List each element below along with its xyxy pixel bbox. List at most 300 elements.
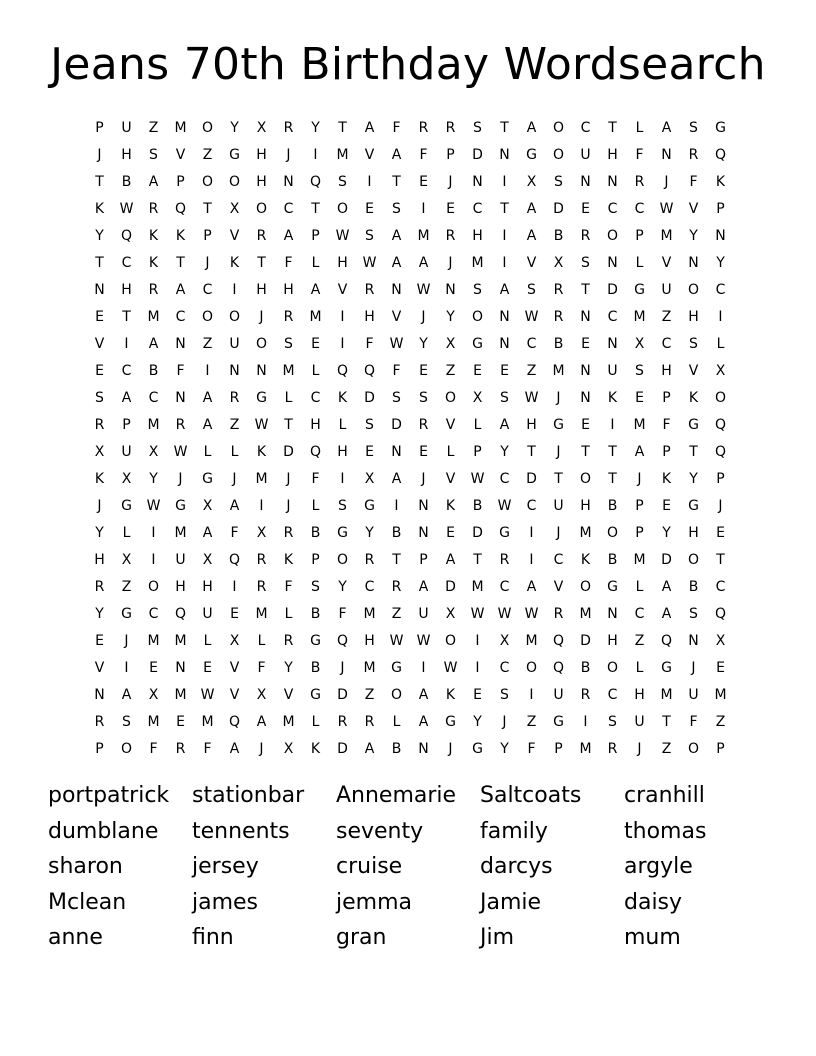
grid-cell: W <box>362 254 377 271</box>
grid-cell: L <box>311 362 320 379</box>
grid-cell: E <box>365 443 374 460</box>
grid-cell: P <box>635 497 644 514</box>
grid-cell: J <box>718 497 723 514</box>
word-list-item: portpatrick <box>48 783 170 808</box>
grid-cell: J <box>448 173 453 190</box>
grid-cell: E <box>500 362 509 379</box>
grid-cell: B <box>310 605 321 622</box>
grid-cell: E <box>662 497 671 514</box>
grid-cell: C <box>526 497 537 514</box>
grid-cell: S <box>122 713 131 730</box>
grid-cell: O <box>525 659 538 676</box>
grid-row <box>86 222 734 249</box>
grid-cell: U <box>553 686 564 703</box>
grid-cell: J <box>637 740 642 757</box>
grid-cell: M <box>660 227 673 244</box>
grid-cell: H <box>121 281 132 298</box>
grid-cell: X <box>715 632 726 649</box>
grid-cell: H <box>661 362 672 379</box>
grid-cell: O <box>606 659 619 676</box>
grid-cell: C <box>148 389 159 406</box>
grid-cell: J <box>421 308 426 325</box>
grid-cell: F <box>392 362 401 379</box>
grid-cell: R <box>391 578 402 595</box>
grid-row <box>86 573 734 600</box>
grid-cell: C <box>634 605 645 622</box>
grid-cell: P <box>716 200 725 217</box>
grid-cell: M <box>363 659 376 676</box>
grid-cell: E <box>581 416 590 433</box>
grid-cell: A <box>661 605 672 622</box>
grid-cell: G <box>688 416 699 433</box>
grid-cell: W <box>470 470 485 487</box>
grid-cell: S <box>635 362 644 379</box>
grid-cell: W <box>389 632 404 649</box>
grid-cell: C <box>499 470 510 487</box>
grid-cell: L <box>635 119 644 136</box>
grid-cell: J <box>286 497 291 514</box>
grid-cell: Y <box>311 119 320 136</box>
grid-cell: L <box>122 524 131 541</box>
grid-cell: Z <box>364 686 375 703</box>
grid-cell: N <box>418 740 429 757</box>
grid-cell: C <box>175 308 186 325</box>
grid-cell: H <box>580 497 591 514</box>
grid-cell: O <box>201 119 214 136</box>
grid-cell: Y <box>95 605 104 622</box>
grid-cell: V <box>94 659 105 676</box>
grid-cell: G <box>391 659 402 676</box>
grid-cell: G <box>337 524 348 541</box>
grid-cell: G <box>310 632 321 649</box>
grid-cell: M <box>147 713 160 730</box>
grid-cell: K <box>310 740 321 757</box>
grid-cell: U <box>229 335 240 352</box>
grid-cell: H <box>607 146 618 163</box>
word-list-item: anne <box>48 925 103 950</box>
grid-cell: O <box>606 227 619 244</box>
grid-cell: N <box>256 362 267 379</box>
grid-cell: L <box>284 605 293 622</box>
grid-cell: S <box>365 416 374 433</box>
grid-cell: H <box>310 416 321 433</box>
grid-cell: A <box>418 686 429 703</box>
grid-cell: N <box>94 686 105 703</box>
grid-cell: P <box>635 227 644 244</box>
grid-cell: M <box>174 686 187 703</box>
grid-cell: N <box>499 335 510 352</box>
grid-cell: E <box>473 362 482 379</box>
grid-cell: H <box>634 686 645 703</box>
grid-cell: A <box>634 443 645 460</box>
grid-cell: B <box>391 524 402 541</box>
grid-cell: T <box>392 551 401 568</box>
grid-cell: A <box>364 740 375 757</box>
grid-cell: J <box>259 740 264 757</box>
grid-cell: P <box>473 443 482 460</box>
grid-cell: S <box>689 605 698 622</box>
grid-cell: C <box>202 281 213 298</box>
grid-cell: J <box>259 308 264 325</box>
word-list-item: daisy <box>624 889 683 915</box>
grid-cell: A <box>202 416 213 433</box>
word-list-item: Jim <box>480 925 515 950</box>
word-list-item: jersey <box>192 854 259 879</box>
grid-cell: O <box>228 308 241 325</box>
word-list-item: gran <box>336 925 387 950</box>
grid-cell: T <box>95 173 104 190</box>
grid-cell: U <box>634 713 645 730</box>
grid-cell: H <box>121 146 132 163</box>
grid-cell: X <box>148 686 159 703</box>
grid-cell: M <box>552 362 565 379</box>
grid-cell: F <box>689 713 698 730</box>
grid-cell: K <box>607 389 618 406</box>
grid-cell: T <box>608 119 617 136</box>
grid-cell: V <box>445 416 456 433</box>
grid-cell: N <box>229 362 240 379</box>
grid-cell: E <box>176 713 185 730</box>
grid-cell: O <box>444 389 457 406</box>
grid-cell: L <box>203 443 212 460</box>
grid-cell: T <box>581 443 590 460</box>
grid-cell: Z <box>229 416 240 433</box>
grid-cell: X <box>229 632 240 649</box>
grid-cell: N <box>607 605 618 622</box>
grid-cell: T <box>473 551 482 568</box>
grid-cell: O <box>714 389 727 406</box>
grid-cell: A <box>445 551 456 568</box>
grid-cell: M <box>174 119 187 136</box>
grid-cell: R <box>283 308 294 325</box>
grid-cell: P <box>203 227 212 244</box>
grid-cell: A <box>499 416 510 433</box>
grid-cell: C <box>607 686 618 703</box>
grid-cell: Z <box>715 713 726 730</box>
grid-cell: F <box>419 146 428 163</box>
grid-cell: Z <box>121 578 132 595</box>
grid-cell: G <box>499 524 510 541</box>
grid-cell: M <box>201 713 214 730</box>
grid-cell: Z <box>391 605 402 622</box>
grid-cell: P <box>446 146 455 163</box>
word-list-item: cranhill <box>624 783 705 808</box>
grid-cell: X <box>499 632 510 649</box>
word-list-item: Jamie <box>480 889 542 915</box>
grid-cell: J <box>178 470 183 487</box>
grid-cell: P <box>716 470 725 487</box>
grid-cell: Y <box>284 659 293 676</box>
grid-cell: L <box>635 254 644 271</box>
grid-cell: X <box>445 335 456 352</box>
grid-cell: W <box>497 497 512 514</box>
grid-cell: O <box>471 308 484 325</box>
grid-cell: M <box>714 686 727 703</box>
grid-cell: R <box>364 551 375 568</box>
grid-cell: F <box>257 659 266 676</box>
grid-cell: W <box>146 497 161 514</box>
grid-cell: W <box>200 686 215 703</box>
grid-cell: K <box>337 389 348 406</box>
grid-cell: N <box>391 281 402 298</box>
grid-cell: B <box>688 578 699 595</box>
grid-cell: M <box>660 686 673 703</box>
grid-cell: S <box>284 335 293 352</box>
grid-row <box>86 600 734 627</box>
grid-cell: A <box>148 335 159 352</box>
grid-cell: C <box>310 389 321 406</box>
grid-cell: R <box>364 281 375 298</box>
grid-cell: T <box>392 173 401 190</box>
grid-cell: M <box>282 362 295 379</box>
grid-cell: I <box>502 227 507 244</box>
grid-cell: U <box>688 686 699 703</box>
grid-cell: P <box>635 524 644 541</box>
grid-cell: N <box>661 146 672 163</box>
grid-cell: T <box>608 443 617 460</box>
grid-cell: B <box>310 659 321 676</box>
grid-cell: H <box>607 632 618 649</box>
word-list-item: tennents <box>192 818 290 844</box>
grid-cell: E <box>716 524 725 541</box>
word-list-item: Annemarie <box>336 783 457 808</box>
grid-cell: Q <box>714 605 727 622</box>
grid-cell: B <box>607 551 618 568</box>
grid-cell: P <box>311 227 320 244</box>
grid-cell: S <box>554 173 563 190</box>
grid-cell: N <box>580 389 591 406</box>
grid-cell: L <box>635 659 644 676</box>
grid-cell: A <box>256 713 267 730</box>
grid-row <box>86 465 734 492</box>
grid-cell: E <box>311 335 320 352</box>
grid-cell: J <box>421 470 426 487</box>
grid-cell: R <box>445 227 456 244</box>
grid-cell: F <box>149 740 158 757</box>
grid-cell: B <box>553 227 564 244</box>
grid-cell: U <box>202 605 213 622</box>
grid-row <box>86 681 734 708</box>
grid-cell: N <box>499 146 510 163</box>
word-list-item: stationbar <box>192 783 305 808</box>
grid-cell: G <box>364 497 375 514</box>
grid-cell: W <box>659 200 674 217</box>
grid-cell: U <box>580 146 591 163</box>
grid-cell: M <box>525 632 538 649</box>
grid-cell: S <box>338 497 347 514</box>
grid-cell: P <box>419 551 428 568</box>
grid-cell: X <box>202 497 213 514</box>
grid-cell: M <box>633 551 646 568</box>
grid-cell: Y <box>689 470 698 487</box>
grid-cell: M <box>147 308 160 325</box>
grid-cell: K <box>94 200 105 217</box>
grid-cell: J <box>124 632 129 649</box>
grid-cell: C <box>607 200 618 217</box>
grid-cell: C <box>715 578 726 595</box>
grid-cell: I <box>718 308 723 325</box>
grid-cell: Z <box>661 740 672 757</box>
word-list-item: Mclean <box>48 889 127 915</box>
grid-cell: Y <box>338 578 347 595</box>
grid-cell: A <box>391 227 402 244</box>
grid-cell: R <box>553 308 564 325</box>
grid-cell: K <box>148 254 159 271</box>
grid-cell: O <box>444 632 457 649</box>
grid-cell: C <box>283 200 294 217</box>
word-list-item: Saltcoats <box>480 783 582 808</box>
grid-cell: C <box>472 200 483 217</box>
grid-cell: N <box>688 632 699 649</box>
grid-cell: V <box>688 200 699 217</box>
grid-cell: K <box>688 389 699 406</box>
grid-cell: J <box>232 470 237 487</box>
grid-cell: E <box>581 335 590 352</box>
grid-cell: M <box>579 605 592 622</box>
grid-cell: O <box>228 173 241 190</box>
grid-cell: F <box>365 335 374 352</box>
word-list-item: family <box>480 818 548 844</box>
grid-cell: E <box>581 200 590 217</box>
grid-cell: M <box>309 308 322 325</box>
grid-cell: N <box>418 497 429 514</box>
grid-cell: W <box>524 308 539 325</box>
grid-cell: F <box>338 605 347 622</box>
grid-cell: A <box>526 578 537 595</box>
grid-cell: U <box>121 119 132 136</box>
grid-cell: U <box>553 497 564 514</box>
grid-cell: M <box>633 308 646 325</box>
grid-cell: Z <box>526 362 537 379</box>
grid-cell: A <box>418 254 429 271</box>
grid-cell: N <box>418 524 429 541</box>
grid-cell: A <box>526 119 537 136</box>
grid-cell: E <box>716 659 725 676</box>
grid-cell: S <box>581 254 590 271</box>
grid-cell: I <box>124 659 129 676</box>
grid-cell: Z <box>526 713 537 730</box>
grid-cell: G <box>310 686 321 703</box>
page-title: Jeans 70th Birthday Wordsearch <box>50 39 766 90</box>
grid-cell: Y <box>149 470 158 487</box>
grid-cell: J <box>664 173 669 190</box>
grid-cell: L <box>392 713 401 730</box>
grid-row <box>86 276 734 303</box>
grid-row <box>86 627 734 654</box>
grid-cell: A <box>526 227 537 244</box>
grid-cell: E <box>473 686 482 703</box>
grid-cell: X <box>634 335 645 352</box>
grid-cell: G <box>121 605 132 622</box>
grid-cell: I <box>205 362 210 379</box>
grid-cell: K <box>661 470 672 487</box>
grid-cell: O <box>390 686 403 703</box>
grid-cell: E <box>446 524 455 541</box>
grid-cell: V <box>364 146 375 163</box>
grid-cell: N <box>607 254 618 271</box>
word-list-item: argyle <box>624 854 693 879</box>
grid-cell: M <box>363 605 376 622</box>
grid-cell: D <box>391 416 402 433</box>
grid-cell: F <box>284 254 293 271</box>
grid-cell: P <box>311 551 320 568</box>
grid-cell: I <box>394 497 399 514</box>
grid-cell: Q <box>714 443 727 460</box>
grid-cell: S <box>365 227 374 244</box>
grid-cell: Y <box>662 524 671 541</box>
grid-cell: L <box>338 416 347 433</box>
grid-cell: O <box>687 740 700 757</box>
grid-cell: J <box>286 146 291 163</box>
grid-cell: I <box>421 659 426 676</box>
grid-cell: M <box>282 713 295 730</box>
grid-cell: C <box>634 200 645 217</box>
grid-cell: W <box>416 632 431 649</box>
grid-row <box>86 492 734 519</box>
grid-cell: P <box>662 389 671 406</box>
grid-cell: E <box>446 200 455 217</box>
grid-cell: H <box>256 146 267 163</box>
letter-grid <box>86 114 734 762</box>
grid-cell: R <box>283 524 294 541</box>
grid-cell: I <box>583 713 588 730</box>
grid-cell: J <box>637 470 642 487</box>
grid-cell: D <box>553 200 564 217</box>
grid-cell: R <box>580 686 591 703</box>
grid-cell: I <box>529 686 534 703</box>
grid-cell: F <box>689 173 698 190</box>
grid-row <box>86 330 734 357</box>
grid-cell: L <box>203 632 212 649</box>
grid-cell: I <box>421 200 426 217</box>
grid-cell: L <box>311 254 320 271</box>
grid-cell: T <box>311 200 320 217</box>
grid-row <box>86 168 734 195</box>
grid-cell: Z <box>148 119 159 136</box>
grid-cell: A <box>661 578 672 595</box>
grid-cell: E <box>365 200 374 217</box>
grid-cell: N <box>715 227 726 244</box>
grid-cell: S <box>473 281 482 298</box>
grid-cell: B <box>553 335 564 352</box>
grid-cell: S <box>473 119 482 136</box>
grid-cell: A <box>121 389 132 406</box>
grid-cell: L <box>473 416 482 433</box>
grid-cell: O <box>552 119 565 136</box>
grid-cell: M <box>336 146 349 163</box>
grid-cell: H <box>337 443 348 460</box>
grid-cell: P <box>176 173 185 190</box>
grid-cell: X <box>472 389 483 406</box>
grid-cell: G <box>661 659 672 676</box>
grid-row <box>86 249 734 276</box>
grid-cell: Q <box>174 605 187 622</box>
grid-cell: J <box>556 389 561 406</box>
grid-cell: G <box>634 281 645 298</box>
grid-cell: W <box>254 416 269 433</box>
grid-cell: N <box>580 173 591 190</box>
grid-row <box>86 384 734 411</box>
grid-row <box>86 708 734 735</box>
grid-cell: P <box>662 443 671 460</box>
grid-cell: J <box>97 146 102 163</box>
grid-cell: Q <box>552 659 565 676</box>
grid-cell: R <box>634 173 645 190</box>
grid-cell: U <box>418 605 429 622</box>
grid-cell: M <box>174 524 187 541</box>
grid-cell: V <box>229 686 240 703</box>
grid-cell: E <box>230 605 239 622</box>
